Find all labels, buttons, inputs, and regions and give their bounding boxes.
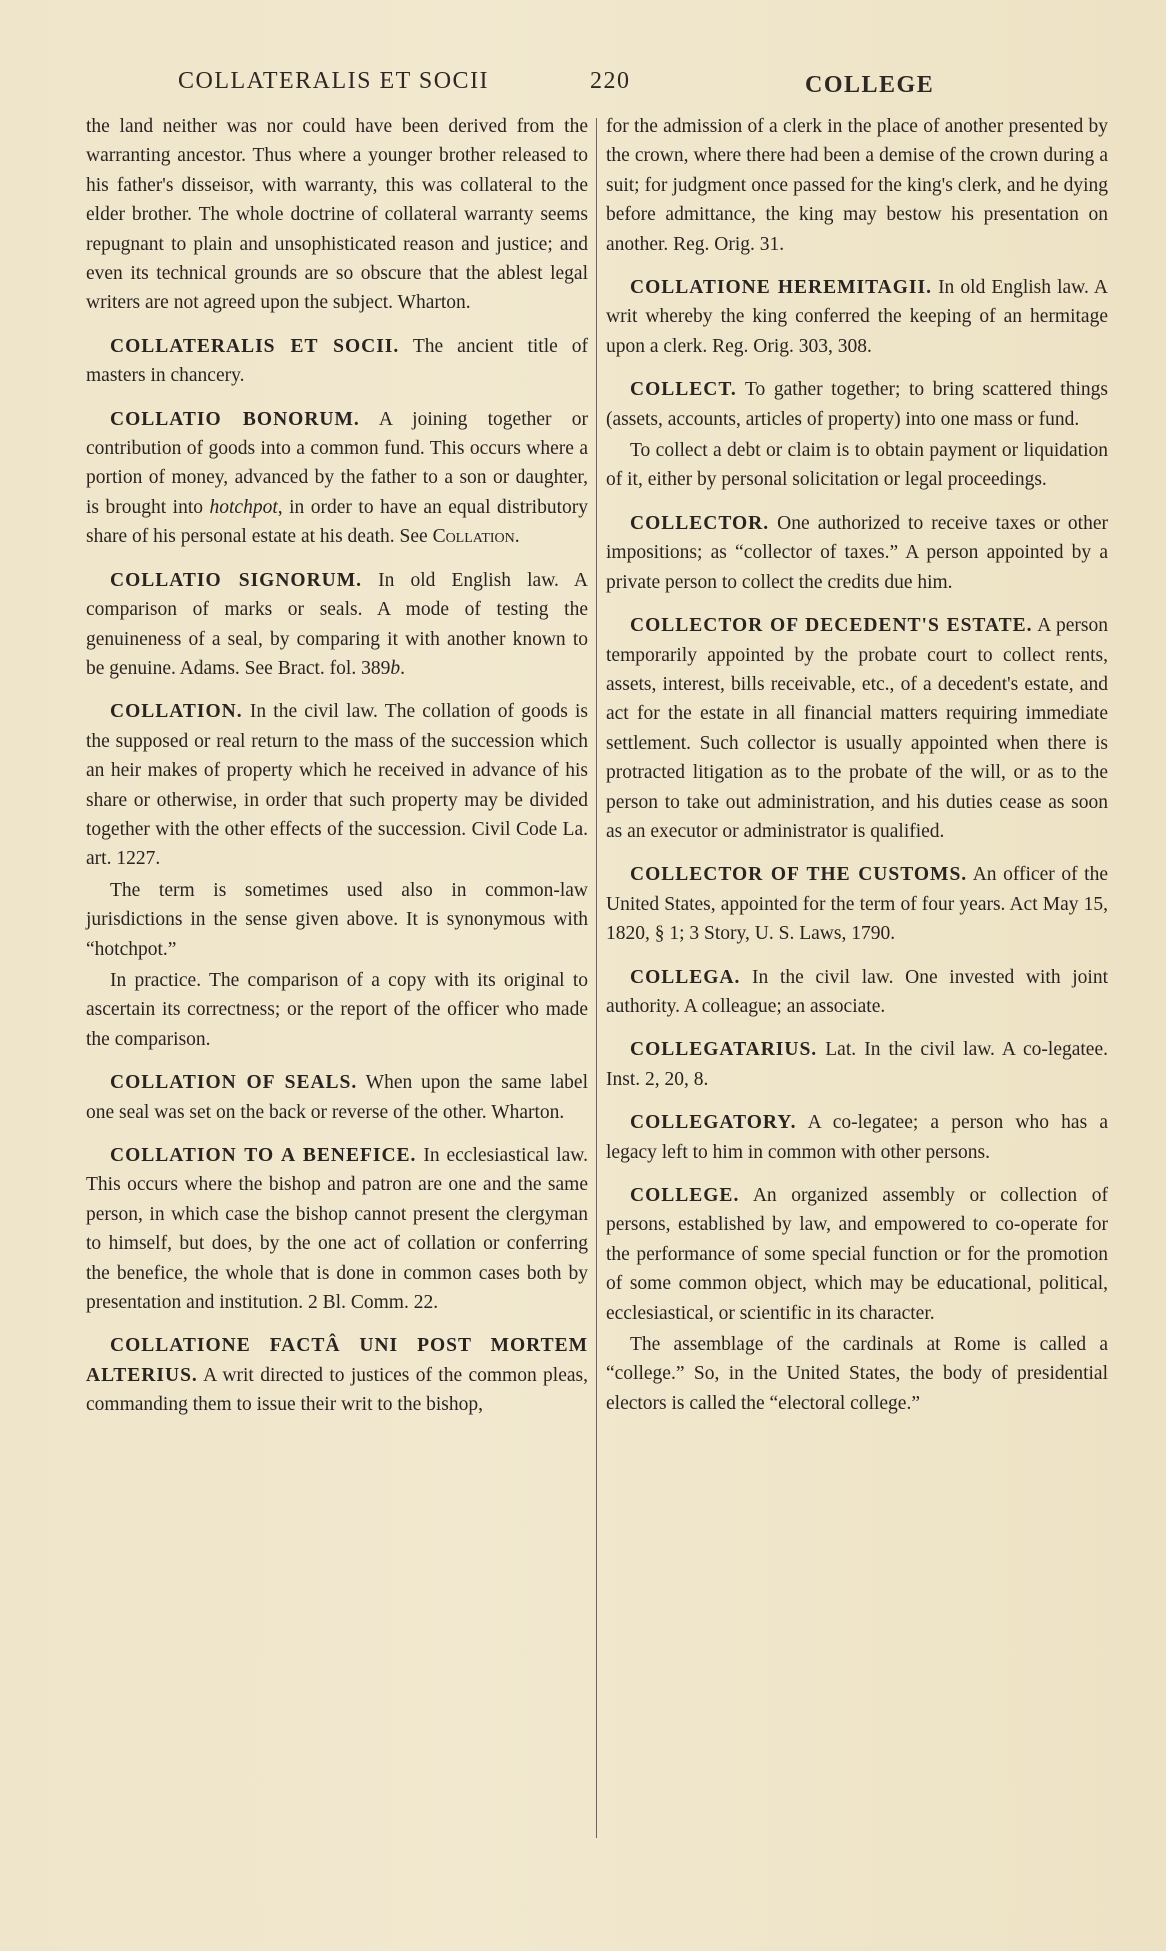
entry-collatio-bonorum <box>86 405 588 552</box>
entry-headword: COLLATION TO A BENEFICE. <box>110 1145 417 1166</box>
entry-text: An organized assembly or collection of persons, established by law, and empowered to co-operate for the performance of some special function or for the promotion of some common object, which may be educational, political, ecclesiastical, or scientific in its character. <box>606 1185 1108 1324</box>
header-left-guideword: COLLATERALIS ET SOCII <box>178 68 490 94</box>
entry-text: The ancient title of masters in chancery. <box>86 335 588 387</box>
column-divider <box>596 118 597 1838</box>
entry-collegatory <box>606 1108 1108 1167</box>
entry-collegatarius <box>606 1035 1108 1094</box>
entry-paragraph: The term is sometimes used also in common-law jurisdictions in the sense given above. It is synonymous with “hotchpot.” <box>86 879 588 960</box>
entry-college <box>606 1181 1108 1418</box>
entry-collation-of-seals <box>86 1068 588 1127</box>
entry-text: Lat. In the civil law. A co-legatee. Inst. 2, 20, 8. <box>606 1039 1108 1090</box>
entry-headword: COLLEGATORY. <box>630 1112 797 1134</box>
entry-collateralis-et-socii <box>86 332 588 391</box>
entry-headword: COLLATION OF SEALS. <box>110 1072 358 1094</box>
entry-text: for the admission of a clerk in the place of another presented by the crown, where there had been a demise of the crown during a suit; for judgment once passed for the king's clerk, and he dying before admittance, the king may bestow his presentation on another. Reg. Orig. 31. <box>606 116 1108 255</box>
entry-italic: hotchpot <box>209 496 278 518</box>
entry-collector-of-the-customs <box>606 860 1108 948</box>
entry-text: In the civil law. The collation of goods is the supposed or real return to the mass of the succession which an heir makes of property which he received in advance of his share or otherwise, in order that such property may be divided together with the other effects of the succession. Civil Code La. art. 1227. <box>86 701 588 870</box>
left-column <box>86 112 588 1434</box>
header-right-guideword: COLLEGE <box>805 72 935 98</box>
entry-collector-of-decedents-estate <box>606 611 1108 846</box>
entry-headword: COLLATIO SIGNORUM. <box>110 569 363 591</box>
entry-text: In old English law. A writ whereby the king conferred the keeping of an hermitage upon a clerk. Reg. Orig. 303, 308. <box>606 277 1108 357</box>
entry-text: In old English law. A comparison of marks or seals. A mode of testing the genuineness of a seal, by comparing it with another known to be genuine. Adams. See Bract. fol. 389 <box>86 569 588 679</box>
entry-text: , in order to have an equal distributory share of his personal estate at his death. See <box>86 496 588 548</box>
entry-text: the land neither was nor could have been derived from the warranting ancestor. Thus where a younger brother released to his father's disseisor, with warranty, this was collateral to the elder brother. The whole doctrine of collateral warranty seems repugnant to plain and unsophisticated reason and justice; and even its technical grounds are so obscure that the ablest legal writers are not agreed upon the subject. Wharton. <box>86 116 588 314</box>
entry-collation-to-a-benefice <box>86 1141 588 1317</box>
entry-continuation <box>86 112 588 318</box>
entry-headword: COLLATIONE HEREMITAGII. <box>630 277 932 299</box>
right-column <box>606 112 1108 1432</box>
entry-collatione-heremitagii <box>606 273 1108 361</box>
entry-text: To gather together; to bring scattered things (assets, accounts, articles of property) into one mass or fund. <box>606 379 1108 430</box>
entry-headword: COLLATERALIS ET SOCII. <box>110 335 400 357</box>
entry-headword: COLLEGATARIUS. <box>630 1039 818 1061</box>
entry-italic: b <box>390 657 401 679</box>
entry-text: A person temporarily appointed by the probate court to collect rents, assets, interest, bills receivable, etc., of a decedent's estate, and act for the estate in all financial matters requiring immediate settlement. Such collector is usually appointed when there is protracted litigation as to the probate of the will, or as to the person to take out administration, and his duties cease as soon as an executor or administrator is qualified. <box>606 615 1108 842</box>
entry-text: One authorized to receive taxes or other impositions; as “collector of taxes.” A person appointed by a private person to collect the credits due him. <box>606 512 1108 593</box>
page-number: 220 <box>590 68 631 94</box>
cross-reference: Collation. <box>432 526 520 548</box>
entry-collega <box>606 963 1108 1022</box>
page-header <box>0 62 1166 102</box>
entry-paragraph: To collect a debt or claim is to obtain payment or liquidation of it, either by personal solicitation or legal proceedings. <box>606 440 1108 491</box>
entry-paragraph: In practice. The comparison of a copy with its original to ascertain its correctness; or the report of the officer who made the comparison. <box>86 969 588 1050</box>
entry-headword: COLLATIONE FACTÂ UNI POST MORTEM ALTERIUS. <box>86 1335 588 1386</box>
entry-paragraph: The assemblage of the cardinals at Rome is called a “college.” So, in the United States, the body of presidential electors is called the “electoral college.” <box>606 1334 1108 1414</box>
entry-headword: COLLEGE. <box>630 1185 740 1206</box>
entry-text: A co-legatee; a person who has a legacy left to him in common with other persons. <box>606 1112 1108 1163</box>
entry-collect <box>606 375 1108 495</box>
entry-collector <box>606 509 1108 597</box>
entry-text: . <box>400 657 405 679</box>
entry-collation <box>86 697 588 1054</box>
entry-text: When upon the same label one seal was set on the back or reverse of the other. Wharton. <box>86 1072 588 1123</box>
entry-text: In ecclesiastical law. This occurs where the bishop and patron are one and the same person, in which case the bishop cannot present the clergyman to himself, but does, by the one act of collation or conferring the benefice, the whole that is done in common cases both by presentation and institution. 2 Bl. Comm. 22. <box>86 1145 588 1314</box>
entry-collatio-signorum <box>86 566 588 684</box>
entry-headword: COLLEGA. <box>630 966 741 988</box>
entry-headword: COLLECTOR OF DECEDENT'S ESTATE. <box>630 615 1033 637</box>
entry-headword: COLLATIO BONORUM. <box>110 408 360 430</box>
entry-text: A writ directed to justices of the common pleas, commanding them to issue their writ to the bishop, <box>86 1364 588 1416</box>
entry-headword: COLLATION. <box>110 701 243 723</box>
entry-collatione-facta <box>86 1331 588 1419</box>
entry-text: In the civil law. One invested with joint authority. A colleague; an associate. <box>606 966 1108 1017</box>
entry-continuation <box>606 112 1108 259</box>
entry-headword: COLLECT. <box>630 379 737 401</box>
entry-headword: COLLECTOR OF THE CUSTOMS. <box>630 864 968 886</box>
entry-text: An officer of the United States, appointed for the term of four years. Act May 15, 1820, § 1; 3 Story, U. S. Laws, 1790. <box>606 864 1108 945</box>
entry-text: A joining together or contribution of goods into a common fund. This occurs where a portion of money, advanced by the father to a son or daughter, is brought into <box>86 408 588 518</box>
entry-headword: COLLECTOR. <box>630 512 770 534</box>
